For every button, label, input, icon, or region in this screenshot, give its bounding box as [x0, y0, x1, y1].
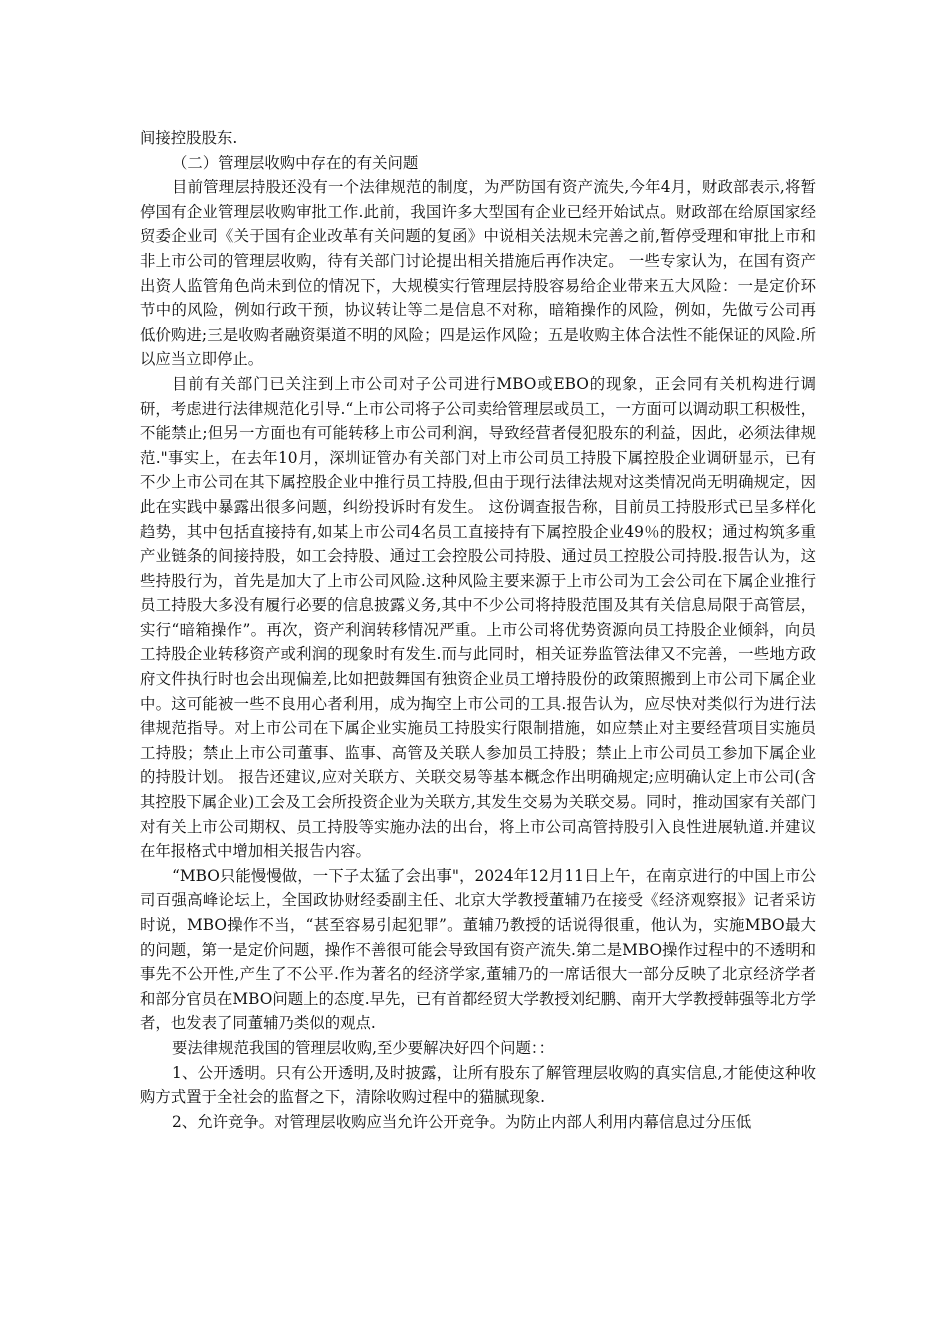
paragraph: 目前有关部门已关注到上市公司对子公司进行MBO或EBO的现象，正会同有关机构进行调研，考虑进行法律规范化引导.“上市公司将子公司卖给管理层或员工，一方面可以调动职工积极性，不能禁止;但另一方面也有可能转移上市公司利润，导致经营者侵犯股东的利益，因此，必须法律规范."事实上，在去年10月，深圳证管办有关部门对上市公司员工持股下属控股企业调研显示，已有不少上市公司在其下属控股企业中推行员工持股,但由于现行法律法规对这类情况尚无明确规定，因此在实践中暴露出很多问题，纠纷投诉时有发生。 这份调查报告称，目前员工持股形式已呈多样化趋势，其中包括直接持有,如某上市公司4名员工直接持有下属控股企业49％的股权；通过构筑多重产业链条的间接持股，如工会持股、通过工会控股公司持股、通过员工控股公司持股.报告认为，这些持股行为，首先是加大了上市公司风险.这种风险主要来源于上市公司为工会公司在下属企业推行员工持股大多没有履行必要的信息披露义务,其中不少公司将持股范围及其有关信息局限于高管层，实行“暗箱操作”。再次，资产利润转移情况严重。上市公司将优势资源向员工持股企业倾斜，向员工持股企业转移资产或利润的现象时有发生.而与此同时，相关证券监管法律又不完善，一些地方政府文件执行时也会出现偏差,比如把鼓舞国有独资企业员工增持股份的政策照搬到上市公司下属企业中。这可能被一些不良用心者利用，成为掏空上市公司的工具.报告认为，应尽快对类似行为进行法律规范指导。对上市公司在下属企业实施员工持股实行限制措施，如应禁止对主要经营项目实施员工持股；禁止上市公司董事、监事、高管及关联人参加员工持股；禁止上市公司员工参加下属企业的持股计划。 报告还建议,应对关联方、关联交易等基本概念作出明确规定;应明确认定上市公司(含其控股下属企业)工会及工会所投资企业为关联方,其发生交易为关联交易。同时，推动国家有关部门对有关上市公司期权、员工持股等实施办法的出台，将上市公司高管持股引入良性进展轨道.并建议在年报格式中增加相关报告内容。 [140, 374, 816, 861]
section-heading: （二）管理层收购中存在的有关问题 [172, 153, 419, 172]
document-body [140, 126, 816, 1134]
list-item-2: 2、允许竞争。对管理层收购应当允许公开竞争。为防止内部人利用内幕信息过分压低 [172, 1112, 752, 1131]
list-item-1: 1、公开透明。只有公开透明,及时披露，让所有股东了解管理层收购的真实信息,才能使这种收购方式置于全社会的监督之下，清除收购过程中的猫腻现象. [140, 1063, 816, 1107]
paragraph-continuation: 间接控股股东. [140, 129, 238, 147]
paragraph: 要法律规范我国的管理层收购,至少要解决好四个问题：： [172, 1038, 554, 1057]
paragraph: 目前管理层持股还没有一个法律规范的制度，为严防国有资产流失,今年4月，财政部表示,将暂停国有企业管理层收购审批工作.此前，我国许多大型国有企业已经开始试点。财政部在给原国家经贸委企业司《关于国有企业改革有关问题的复函》中说相关法规未完善之前,暂停受理和审批上市和非上市公司的管理层收购，待有关部门讨论提出相关措施后再作决定。 一些专家认为，在国有资产出资人监管角色尚未到位的情况下，大规模实行管理层持股容易给企业带来五大风险：一是定价环节中的风险，例如行政干预，协议转让等二是信息不对称，暗箱操作的风险，例如，先做亏公司再低价购进;三是收购者融资渠道不明的风险；四是运作风险；五是收购主体合法性不能保证的风险.所以应当立即停止。 [140, 178, 816, 369]
paragraph: “MBO只能慢慢做，一下子太猛了会出事"，2024年12月11日上午，在南京进行的中国上市公司百强高峰论坛上，全国政协财经委副主任、北京大学教授董辅乃在接受《经济观察报》记者采访时说，MBO操作不当，“甚至容易引起犯罪”。董辅乃教授的话说得很重，他认为，实施MBO最大的问题，第一是定价问题，操作不善很可能会导致国有资产流失.第二是MBO操作过程中的不透明和事先不公开性,产生了不公平.作为著名的经济学家,董辅乃的一席话很大一部分反映了北京经济学者和部分官员在MBO问题上的态度.早先，已有首都经贸大学教授刘纪鹏、南开大学教授韩强等北方学者，也发表了同董辅乃类似的观点. [140, 866, 816, 1033]
